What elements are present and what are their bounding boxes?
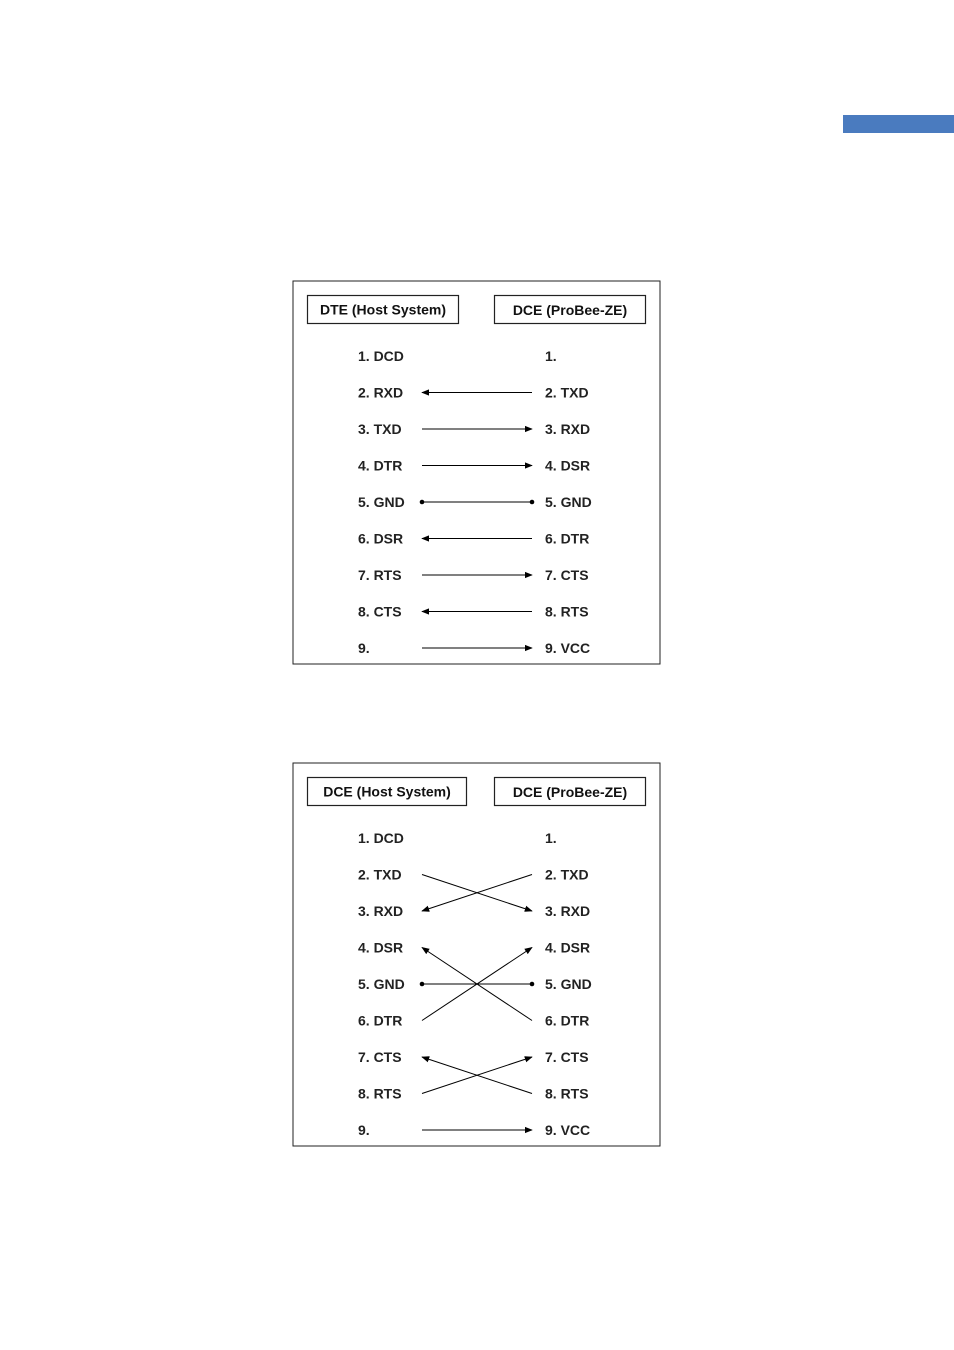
left-pin-label: 6. DTR (358, 1012, 403, 1029)
ground-dot (420, 500, 425, 505)
right-pin-label: 5. GND (545, 494, 592, 510)
left-pin-label: 5. GND (358, 976, 405, 992)
left-pin-label: 1. DCD (358, 348, 404, 364)
left-pin-label: 2. RXD (358, 384, 404, 401)
right-pin-label: 3. RXD (545, 421, 591, 437)
right-pin-label: 4. DSR (545, 939, 591, 956)
left-pin-label: 9. (358, 1122, 370, 1138)
left-pin-label: 8. RTS (358, 1085, 402, 1102)
right-pin-label: 8. RTS (545, 603, 589, 620)
right-header-label: DCE (ProBee-ZE) (512, 302, 628, 318)
right-header-label: DCE (ProBee-ZE) (512, 784, 628, 800)
wiring-svg (292, 762, 661, 1147)
diagram-frame (293, 281, 660, 664)
left-pin-label: 9. (358, 640, 370, 656)
right-pin-label: 7. CTS (545, 567, 589, 583)
dte-dce-wiring-diagram (292, 280, 661, 665)
wiring-svg (292, 280, 661, 665)
right-pin-label: 3. RXD (545, 903, 591, 919)
right-pin-label: 9. VCC (545, 1122, 591, 1138)
left-pin-label: 6. DSR (358, 530, 404, 547)
right-pin-label: 6. DTR (545, 1012, 590, 1029)
right-pin-label: 6. DTR (545, 530, 590, 547)
page-accent-bar (843, 115, 954, 133)
right-pin-label: 8. RTS (545, 1085, 589, 1102)
right-pin-label: 7. CTS (545, 1049, 589, 1065)
diagram-frame (293, 763, 660, 1146)
left-pin-label: 3. RXD (358, 903, 404, 919)
left-pin-label: 1. DCD (358, 830, 404, 846)
ground-dot (530, 982, 535, 987)
ground-dot (420, 982, 425, 987)
left-pin-label: 4. DSR (358, 939, 404, 956)
left-pin-label: 2. TXD (358, 866, 402, 883)
left-header-label: DCE (Host System) (323, 783, 451, 800)
right-pin-label: 2. TXD (545, 384, 589, 401)
left-pin-label: 7. RTS (358, 567, 402, 583)
right-pin-label: 1. (545, 830, 557, 846)
ground-dot (530, 500, 535, 505)
left-pin-label: 8. CTS (358, 603, 402, 620)
right-pin-label: 5. GND (545, 976, 592, 992)
left-pin-label: 4. DTR (358, 457, 403, 474)
left-pin-label: 7. CTS (358, 1049, 402, 1065)
right-pin-label: 4. DSR (545, 457, 591, 474)
left-header-label: DTE (Host System) (319, 301, 447, 318)
left-pin-label: 3. TXD (358, 421, 402, 437)
right-pin-label: 2. TXD (545, 866, 589, 883)
right-pin-label: 9. VCC (545, 640, 591, 656)
left-pin-label: 5. GND (358, 494, 405, 510)
right-pin-label: 1. (545, 348, 557, 364)
dce-dce-wiring-diagram (292, 762, 661, 1147)
